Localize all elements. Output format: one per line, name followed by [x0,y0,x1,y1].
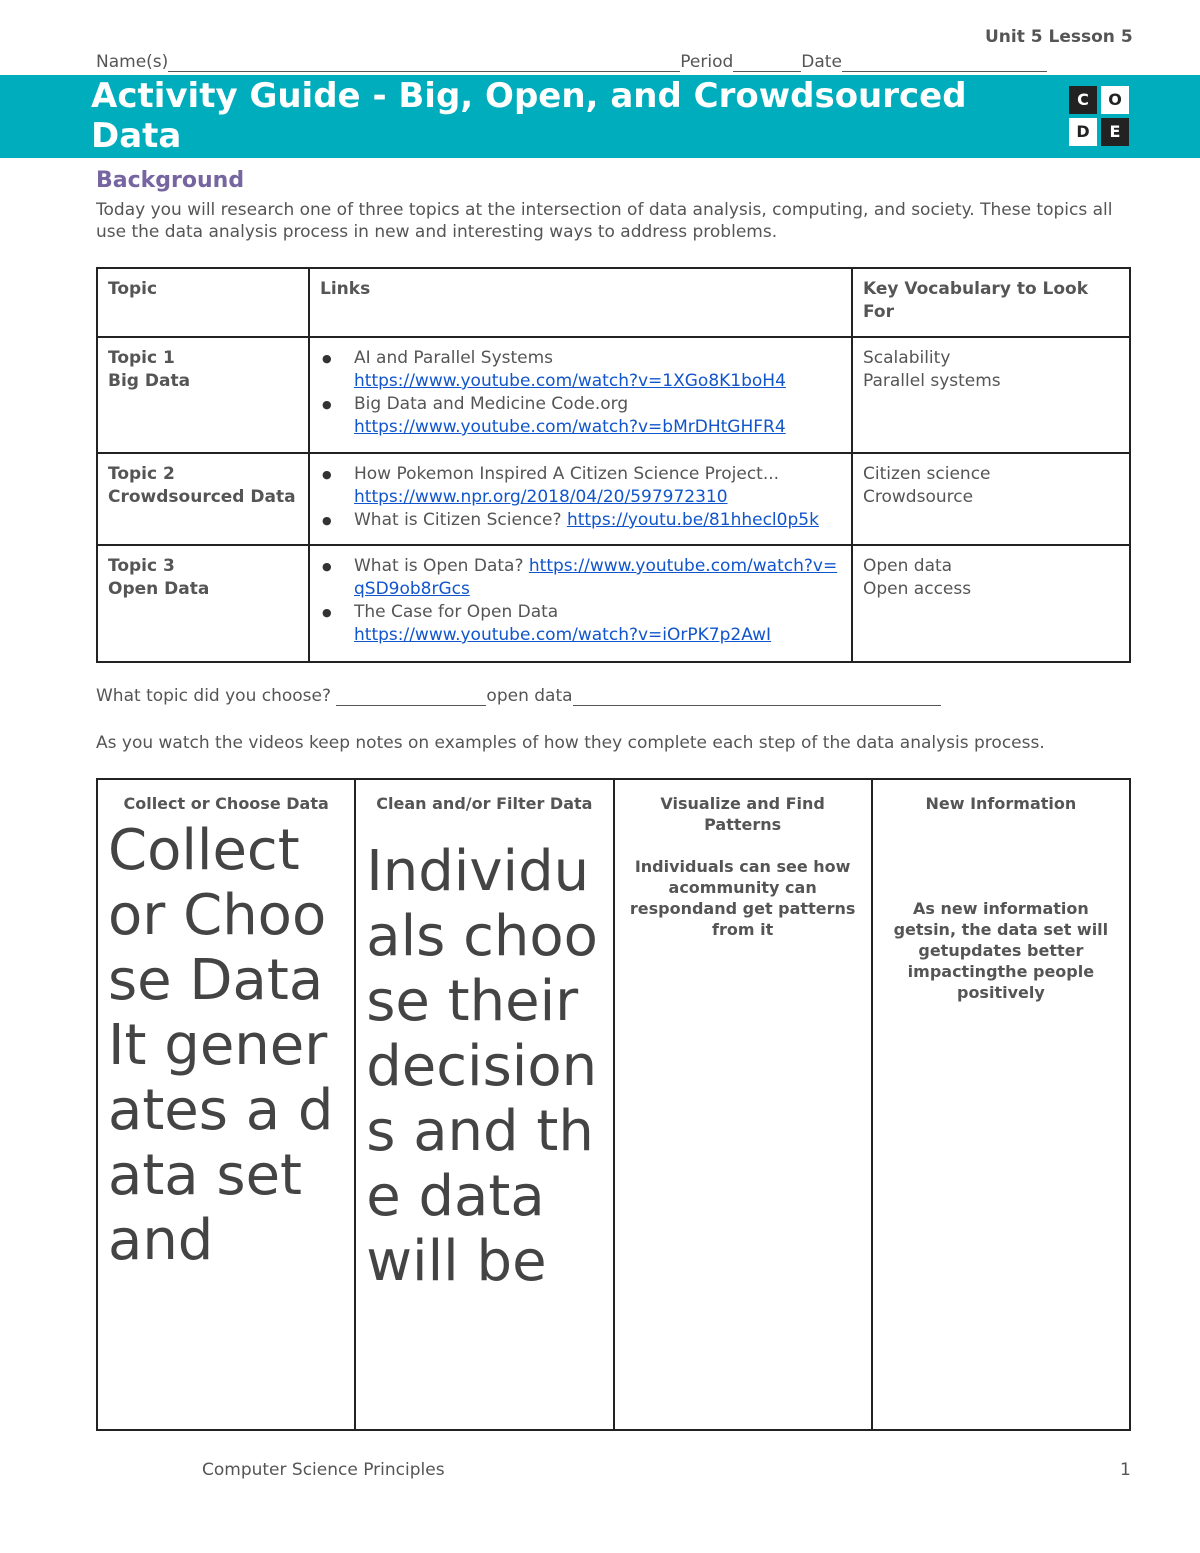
video-link[interactable]: https://www.youtube.com/watch?v=bMrDHtGHFR4 [354,417,786,437]
unit-lesson-label: Unit 5 Lesson 5 [985,27,1133,47]
video-link[interactable]: https://www.youtube.com/watch?v=iOrPK7p2AwI [354,625,772,645]
topic-name: Big Data [108,371,191,391]
topic-cell [97,453,309,545]
logo-letter-e: E [1101,118,1129,146]
topic-number: Topic 2 [108,464,175,484]
vocab-cell [852,453,1130,545]
visualize-header: Visualize and Find Patterns [660,794,825,834]
links-cell [309,453,852,545]
link-title: Big Data and Medicine Code.org [354,394,629,414]
article-link[interactable]: https://www.npr.org/2018/04/20/597972310 [354,487,728,507]
vocab-cell [852,337,1130,453]
list-item [354,393,841,439]
footer-course: Computer Science Principles [202,1460,445,1480]
topic-number: Topic 3 [108,556,175,576]
list-item [354,601,841,647]
vocab-term: Scalability [863,348,951,368]
header-topic: Topic [97,268,309,337]
list-item [354,509,841,532]
clean-header: Clean and/or Filter Data [376,794,593,813]
question-answer[interactable]: open data [486,686,573,706]
list-item [354,347,841,393]
table-row [97,453,1130,545]
visualize-notes[interactable]: Individuals can see how acommunity can respondand get patterns from it [629,857,856,939]
student-info-line [96,52,1047,72]
background-heading: Background [96,168,245,193]
page-title: Activity Guide - Big, Open, and Crowdsourced Data [91,76,967,156]
page-number: 1 [1120,1460,1131,1480]
logo-letter-o: O [1101,86,1129,114]
table-row [97,337,1130,453]
date-field[interactable] [842,54,1047,72]
question-prompt: What topic did you choose? [96,686,332,706]
vocab-cell [852,545,1130,662]
vocab-term: Open access [863,579,972,599]
new-info-column[interactable] [872,779,1130,1430]
vocab-term: Citizen science [863,464,991,484]
names-field[interactable] [168,54,680,72]
collect-column[interactable] [97,779,355,1430]
header-links: Links [309,268,852,337]
video-link[interactable]: https://youtu.be/81hhecl0p5k [566,510,819,530]
visualize-column[interactable] [614,779,872,1430]
link-title: What is Citizen Science? [354,510,562,530]
link-title: The Case for Open Data [354,602,559,622]
topic-name: Crowdsourced Data [108,487,296,507]
clean-notes[interactable]: Individuals choose their decisions and the data will be [366,839,598,1294]
topic-cell [97,337,309,453]
video-link[interactable]: https://www.youtube.com/watch?v=qSD9ob8rGcs [354,556,838,599]
instruction-text: As you watch the videos keep notes on examples of how they complete each step of the data analysis process. [96,733,1045,753]
list-item [354,555,841,601]
process-table [96,778,1131,1431]
period-label: Period [680,52,734,72]
topic-question [96,686,941,706]
links-cell [309,545,852,662]
links-cell [309,337,852,453]
topic-number: Topic 1 [108,348,175,368]
link-title: AI and Parallel Systems [354,348,554,368]
topic-cell [97,545,309,662]
logo-letter-d: D [1069,118,1097,146]
vocab-term: Parallel systems [863,371,1001,391]
new-info-header: New Information [925,794,1077,813]
table-row [97,545,1130,662]
list-item [354,463,841,509]
background-text: Today you will research one of three topics at the intersection of data analysis, computing, and society. These topics all use the data analysis process in new and interesting ways to address problems. [96,200,1113,242]
table-row [97,779,1130,1430]
vocab-term: Crowdsource [863,487,974,507]
link-title: What is Open Data? [354,556,524,576]
date-label: Date [801,52,842,72]
link-title: How Pokemon Inspired A Citizen Science Project... [354,464,780,484]
table-header-row [97,268,1130,337]
names-label: Name(s) [96,52,169,72]
vocab-term: Open data [863,556,953,576]
new-info-notes[interactable]: As new information getsin, the data set will getupdates better impactingthe people positively [893,899,1109,1002]
topics-table [96,267,1131,663]
clean-column[interactable] [355,779,613,1430]
video-link[interactable]: https://www.youtube.com/watch?v=1XGo8K1boH4 [354,371,786,391]
collect-header: Collect or Choose Data [123,794,329,813]
code-org-logo [1069,86,1131,148]
collect-notes[interactable]: Collect or Choose Data It generates a data set and [108,818,334,1273]
topic-name: Open Data [108,579,210,599]
header-vocab: Key Vocabulary to Look For [852,268,1130,337]
period-field[interactable] [733,54,801,72]
answer-blank[interactable] [336,688,486,706]
answer-blank[interactable] [573,688,941,706]
logo-letter-c: C [1069,86,1097,114]
